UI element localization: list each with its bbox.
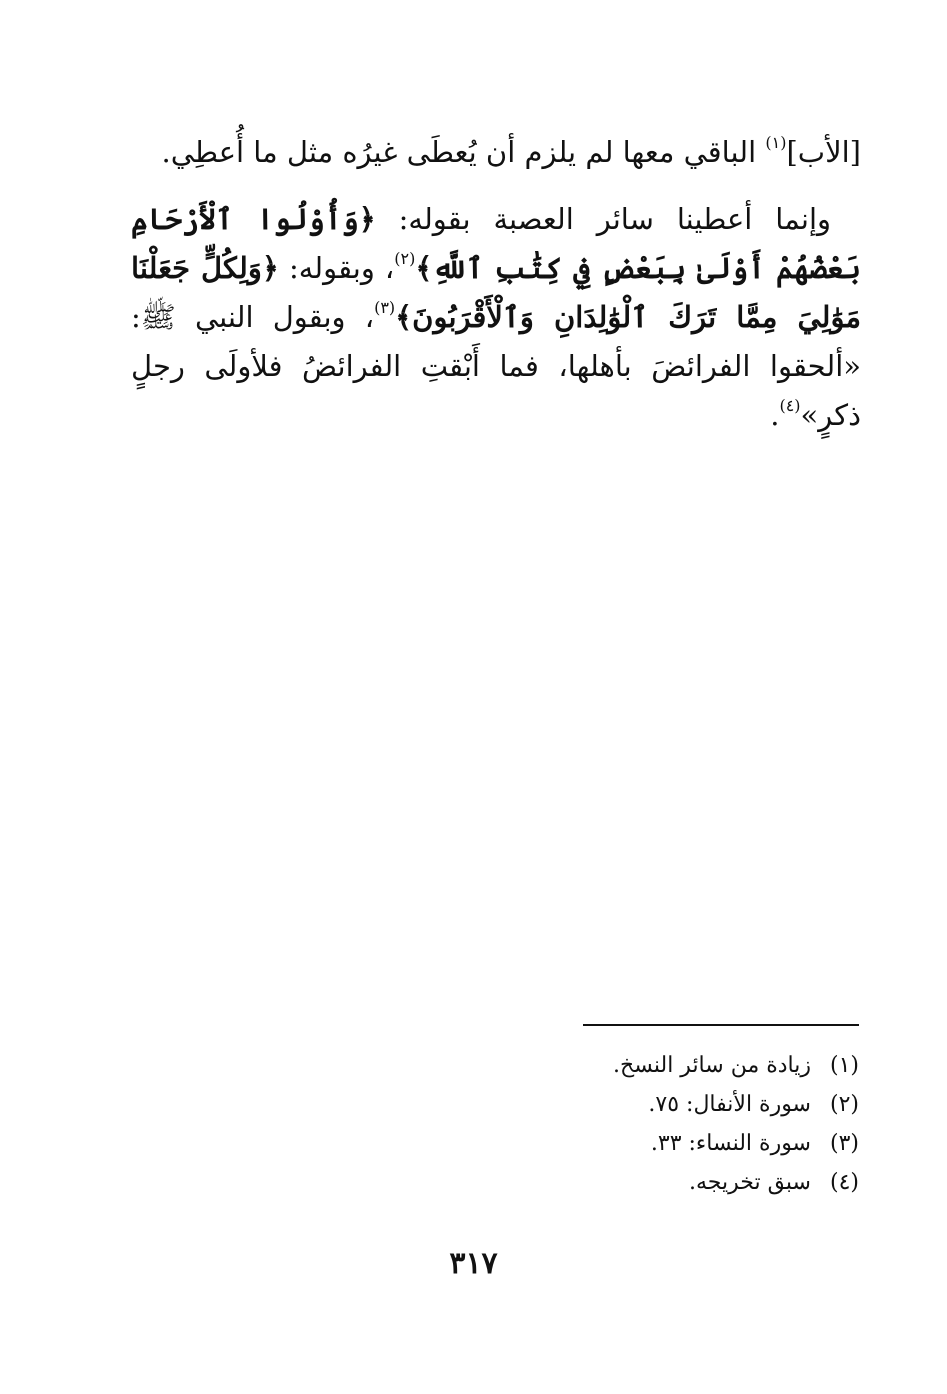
- footnote-text: سورة الأنفال: ٧٥.: [648, 1092, 811, 1117]
- paragraph-2-connector-1: ، وبقوله:: [278, 251, 395, 285]
- footnote-number: (٤): [829, 1170, 859, 1195]
- footnote-number: (١): [829, 1053, 859, 1078]
- paragraph-1: [131, 128, 861, 177]
- quran-verse-nisa: ﴿وَلِكُلٍّ جَعَلْنَا مَوَٰلِيَ مِمَّا تَرَكَ ٱلْوَٰلِدَانِ وَٱلْأَقْرَبُونَ﴾: [131, 251, 862, 334]
- footnote-4: [259, 1163, 859, 1202]
- footnote-ref-1: (١): [765, 133, 787, 152]
- bracketed-word: [الأب]: [786, 135, 861, 169]
- footnotes: [259, 1046, 859, 1202]
- hadith-quote: ، وبقول النبي ﷺ: «ألحقوا الفرائضَ بأهلها، فما أَبْقتِ الفرائضُ فلأولَى رجلٍ ذكرٍ»: [131, 300, 861, 432]
- page-number: ٣١٧: [449, 1246, 498, 1281]
- footnote-ref-3: (٣): [374, 298, 396, 317]
- main-text-block: [131, 128, 861, 440]
- footnote-text: سورة النساء: ٣٣.: [650, 1131, 811, 1156]
- paragraph-2-intro: وإنما أعطينا سائر العصبة بقوله:: [375, 202, 832, 236]
- footnote-1: [259, 1046, 859, 1085]
- footnote-text: سبق تخريجه.: [689, 1170, 811, 1195]
- footnote-separator: [583, 1024, 859, 1026]
- footnote-number: (٢): [829, 1092, 859, 1117]
- quran-verse-anfal: ﴿وَأُوْلُوا ٱلْأَرْحَامِ بَعْضُهُمْ أَوْلَىٰ بِبَعْضٍ فِي كِتَٰبِ ٱللَّهِ﴾: [131, 202, 861, 285]
- paragraph-2-end: .: [770, 398, 780, 432]
- footnote-number: (٣): [829, 1131, 859, 1156]
- footnote-text: زيادة من سائر النسخ.: [613, 1053, 811, 1078]
- paragraph-1-text: الباقي معها لم يلزم أن يُعطَى غيرُه مثل ما أُعطِي.: [161, 135, 766, 169]
- paragraph-2: [131, 195, 861, 440]
- footnote-ref-4: (٤): [779, 396, 801, 415]
- footnote-3: [259, 1124, 859, 1163]
- footnote-ref-2: (٢): [394, 249, 416, 268]
- footnote-2: [259, 1085, 859, 1124]
